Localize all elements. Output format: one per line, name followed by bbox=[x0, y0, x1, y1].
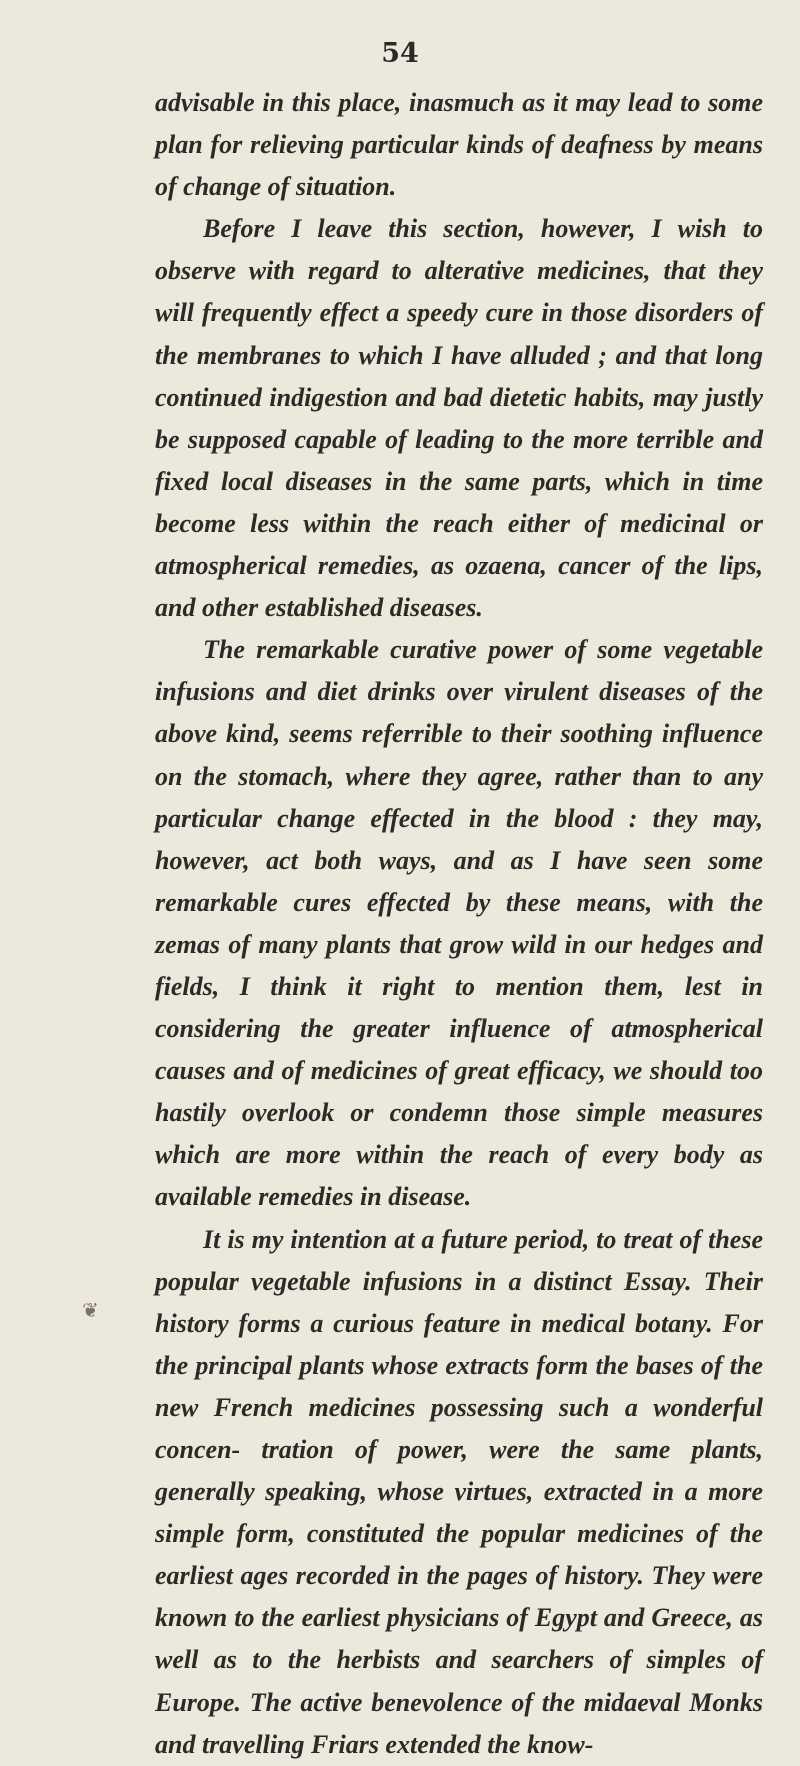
paragraph-alterative-medicines: Before I leave this section, however, I wish to observe with regard to alterative medicines, that they will frequently effect a speedy cure in those disorders of the membranes to which I have alluded ; and that long continued indigestion and bad dietetic habits, may justly be supposed capable of leading to the more terrible and fixed local diseases in the same parts, which in time become less within the reach either of medicinal or atmospherical remedies, as ozaena, cancer of the lips, and other established diseases. bbox=[155, 214, 763, 623]
paragraph-future-essay: It is my intention at a future period, to treat of these popular vegetable infusions in a distinct Essay. Their history forms a curious feature in medical botany. For the principal plants whose extracts form the bases of the new French medicines possessing such a wonderful concen- tration of power, were the same plants, generally speaking, whose virtues, extracted in a more simple form, constituted the popular medicines of the earliest ages recorded in the pages of history. They were known to the earliest physicians of Egypt and Greece, as well as to the herbists and searchers of simples of Europe. The active benevolence of the midaeval Monks and travelling Friars extended the know- bbox=[155, 1224, 763, 1759]
body-text bbox=[155, 82, 763, 1766]
paragraph-continuation: advisable in this place, inasmuch as it may lead to some plan for relieving particular kinds of deafness by means of change of situation. bbox=[155, 88, 763, 202]
ornament-mark-icon: ❦ bbox=[82, 1298, 99, 1322]
paragraph-vegetable-infusions: The remarkable curative power of some vegetable infusions and diet drinks over virulent diseases of the above kind, seems referrible to their soothing influence on the stomach, where they agree, rather than to any particular change effected in the blood : they may, however, act both ways, and as I have seen some remarkable cures effected by these means, with the zemas of many plants that grow wild in our hedges and fields, I think it right to mention them, lest in considering the greater influence of atmospherical causes and of medicines of great efficacy, we should too hastily overlook or condemn those simple measures which are more within the reach of every body as available remedies in disease. bbox=[155, 635, 763, 1212]
page-number: 54 bbox=[381, 38, 419, 69]
